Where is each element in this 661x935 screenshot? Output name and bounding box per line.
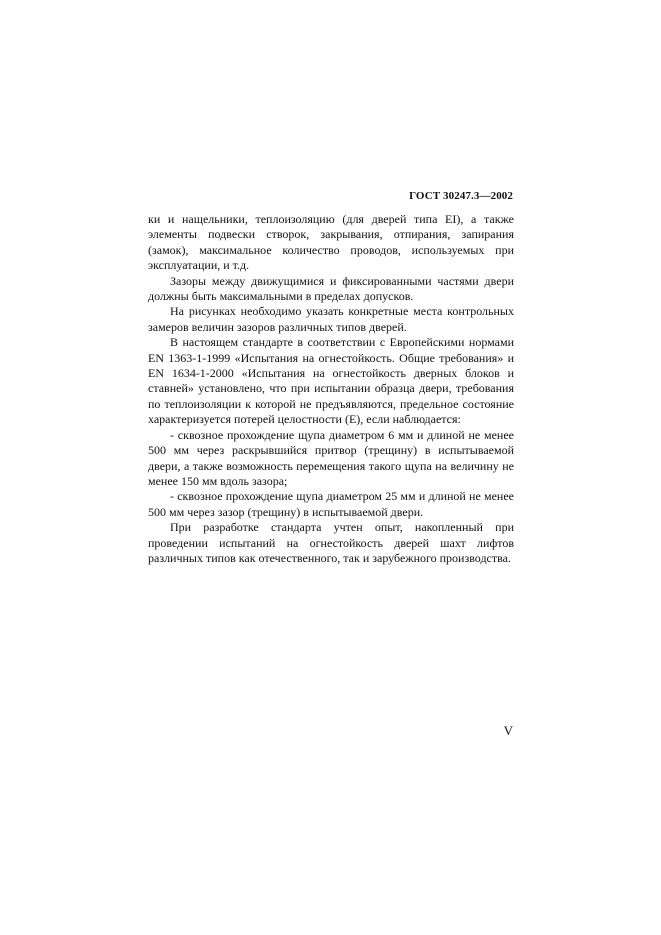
body-text	[148, 212, 514, 566]
paragraph-experience: При разработке стандарта учтен опыт, накопленный при проведении испытаний на огнестойкость дверей шахт лифтов различных типов как отечественного, так и зарубежного производства.	[148, 520, 514, 565]
paragraph-gaps: Зазоры между движущимися и фиксированными частями двери должны быть максимальными в пределах допусков.	[148, 273, 514, 304]
document-code-header: ГОСТ 30247.3—2002	[409, 190, 513, 202]
paragraph-measurements: На рисунках необходимо указать конкретные места контрольных замеров величин зазоров различных типов дверей.	[148, 304, 514, 334]
page-number: V	[503, 723, 513, 738]
paragraph-standards: В настоящем стандарте в соответствии с Европейскими нормами EN 1363-1-1999 «Испытания на огнестойкость. Общие требования» и EN 1634-1-2000 «Испытания на огнестойкость дверных блоков и ставней» установлено, что при испытании образца двери, требования по теплоизоляции к которой не предъявляются, предельное состояние характеризуется потерей целостности (E), если наблюдается:	[148, 335, 514, 427]
list-item-probe-25mm: - сквозное прохождение щупа диаметром 25 мм и длиной не менее 500 мм через зазор (трещину) в испытываемой двери.	[148, 489, 514, 519]
paragraph-continuation: ки и нащельники, теплоизоляцию (для дверей типа EI), а также элементы подвески створок, закрывания, отпирания, запирания (замок), максимальное количество проводов, используемых при эксплуатации, и т.д.	[148, 212, 514, 273]
list-item-probe-6mm: - сквозное прохождение щупа диаметром 6 мм и длиной не менее 500 мм через раскрывшийся притвор (трещину) в испытываемой двери, а также возможность перемещения такого щупа на величину не менее 150 мм вдоль зазора;	[148, 427, 514, 488]
